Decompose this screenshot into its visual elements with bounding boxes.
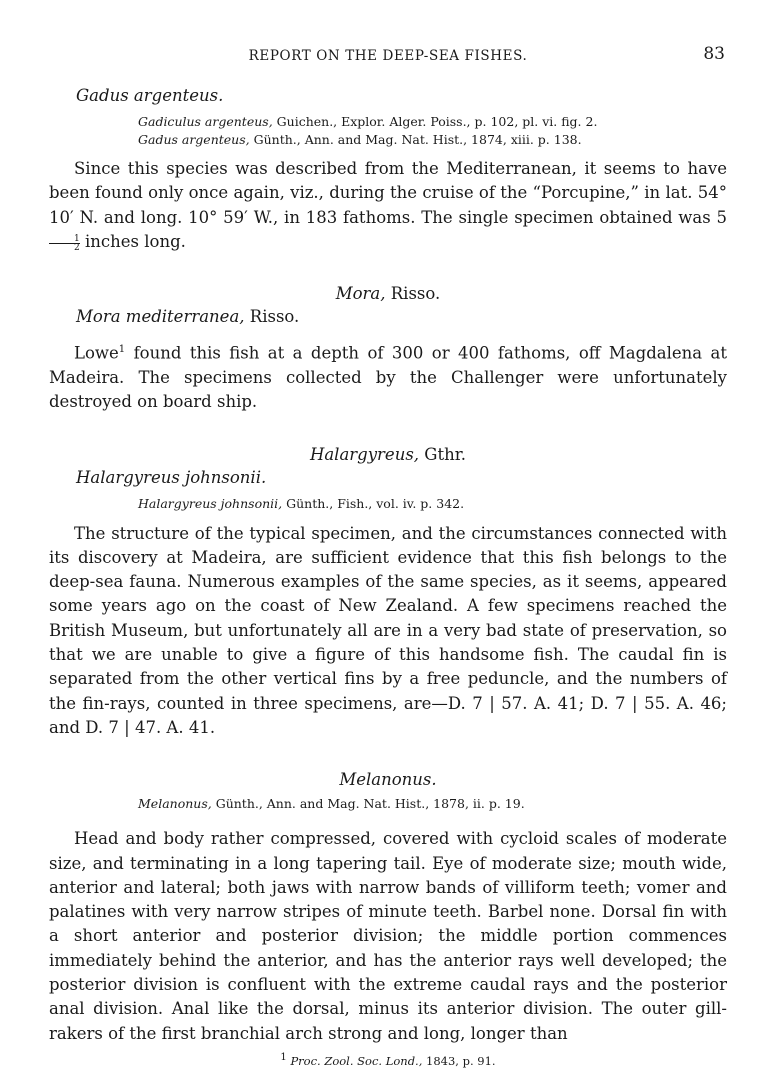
synonymy-melanonus (138, 795, 727, 813)
footnote-marker: 1 (280, 1051, 287, 1063)
text-body (49, 86, 727, 1068)
paragraph-halargyreus: The structure of the typical specimen, and the circumstances connected with its discovery at Madeira, are sufficient evidence that this fish belongs to the deep-sea fauna. Numerous examples of the same species, as it seems, appeared some years ago on the coast of New Zealand. A few specimens reached the British Museum, but unfortunately all are in a very bad state of preservation, so that we are unable to give a figure of this handsome fish. The caudal fin is separated from the other vertical fins by a free peduncle, and the numbers of the fin-rays, counted in three specimens, are—D. 7 | 57. A. 41; D. 7 | 55. A. 46; and D. 7 | 47. A. 41. (49, 523, 727, 737)
reference-taxon: Halargyreus johnsonii, (138, 495, 283, 511)
footnote-marker: 1 (118, 344, 126, 356)
reference-taxon: Melanonus, (138, 796, 212, 812)
reference-citation: Guichen., Explor. Alger. Poiss., p. 102, pl. vi. fig. 2. (276, 114, 598, 129)
reference-line (138, 113, 727, 131)
genus-author: Risso. (385, 284, 441, 304)
footnote (49, 1052, 727, 1068)
genus-name: Halargyreus, (309, 444, 420, 464)
fraction-half (49, 235, 80, 252)
paragraph-mora (49, 338, 727, 414)
genus-heading-halargyreus (49, 445, 727, 464)
reference-taxon: Gadiculus argenteus, (138, 114, 273, 129)
running-title: REPORT ON THE DEEP-SEA FISHES. (248, 48, 528, 64)
genus-heading-melanonus (49, 770, 727, 789)
genus-name: Melanonus. (339, 770, 437, 790)
genus-author: Gthr. (419, 444, 467, 464)
fraction-denominator: 2 (74, 242, 80, 253)
reference-citation: Günth., Ann. and Mag. Nat. Hist., 1878, ii. p. 19. (215, 796, 525, 812)
species-heading-mora (76, 307, 727, 326)
reference-citation: Günth., Ann. and Mag. Nat. Hist., 1874, xiii. p. 138. (253, 132, 582, 147)
running-header (0, 44, 776, 68)
species-heading-gadus: Gadus argenteus. (76, 86, 224, 105)
reference-citation: Günth., Fish., vol. iv. p. 342. (286, 495, 465, 511)
genus-name: Mora, (335, 284, 386, 304)
paragraph-text: found this fish at a depth of 300 or 400 fathoms, off Magdalena at Madeira. The specimens collected by the Challenger were unfortunately destroyed on board ship. (49, 343, 727, 412)
paragraph-gadus (49, 157, 727, 254)
paragraph-text: inches long. (79, 231, 186, 251)
footnote-text: 1843, p. 91. (422, 1053, 496, 1068)
reference-line (138, 131, 727, 149)
paragraph-melanonus: Head and body rather compressed, covered with cycloid scales of moderate size, and terminating in a long tapering tail. Eye of moderate size; mouth wide, anterior and lateral; both jaws with narrow bands of villiform teeth; vomer and palatines with very narrow stripes of minute teeth. Barbel none. Dorsal fin with a short anterior and posterior division; the middle portion commences immediately behind the anterior, and has the anterior rays well developed; the posterior division is confluent with the extreme caudal rays and the posterior anal division. Anal like the dorsal, minus its anterior division. The outer gill-rakers of the first branchial arch strong and long, longer than (49, 829, 727, 1043)
synonymy-halargyreus (138, 495, 727, 513)
paragraph-text: Since this species was described from the Mediterranean, it seems to have been found only once again, viz., during the cruise of the “Porcupine,” in lat. 54° 10′ N. and long. 10° 59′ W., in 183 fathoms. The single specimen obtained was 5 (49, 159, 727, 227)
paragraph-text: Lowe (74, 343, 119, 363)
reference-taxon: Gadus argenteus, (138, 132, 250, 147)
page-number: 83 (703, 44, 725, 64)
synonymy-gadus (138, 113, 727, 149)
species-name: Mora mediterranea, (76, 307, 245, 327)
genus-heading-mora (49, 284, 727, 303)
species-author: Risso. (244, 307, 300, 327)
fraction-numerator: 1 (49, 235, 80, 244)
footnote-source: Proc. Zool. Soc. Lond., (290, 1053, 423, 1068)
species-heading-halargyreus: Halargyreus johnsonii. (76, 467, 267, 487)
